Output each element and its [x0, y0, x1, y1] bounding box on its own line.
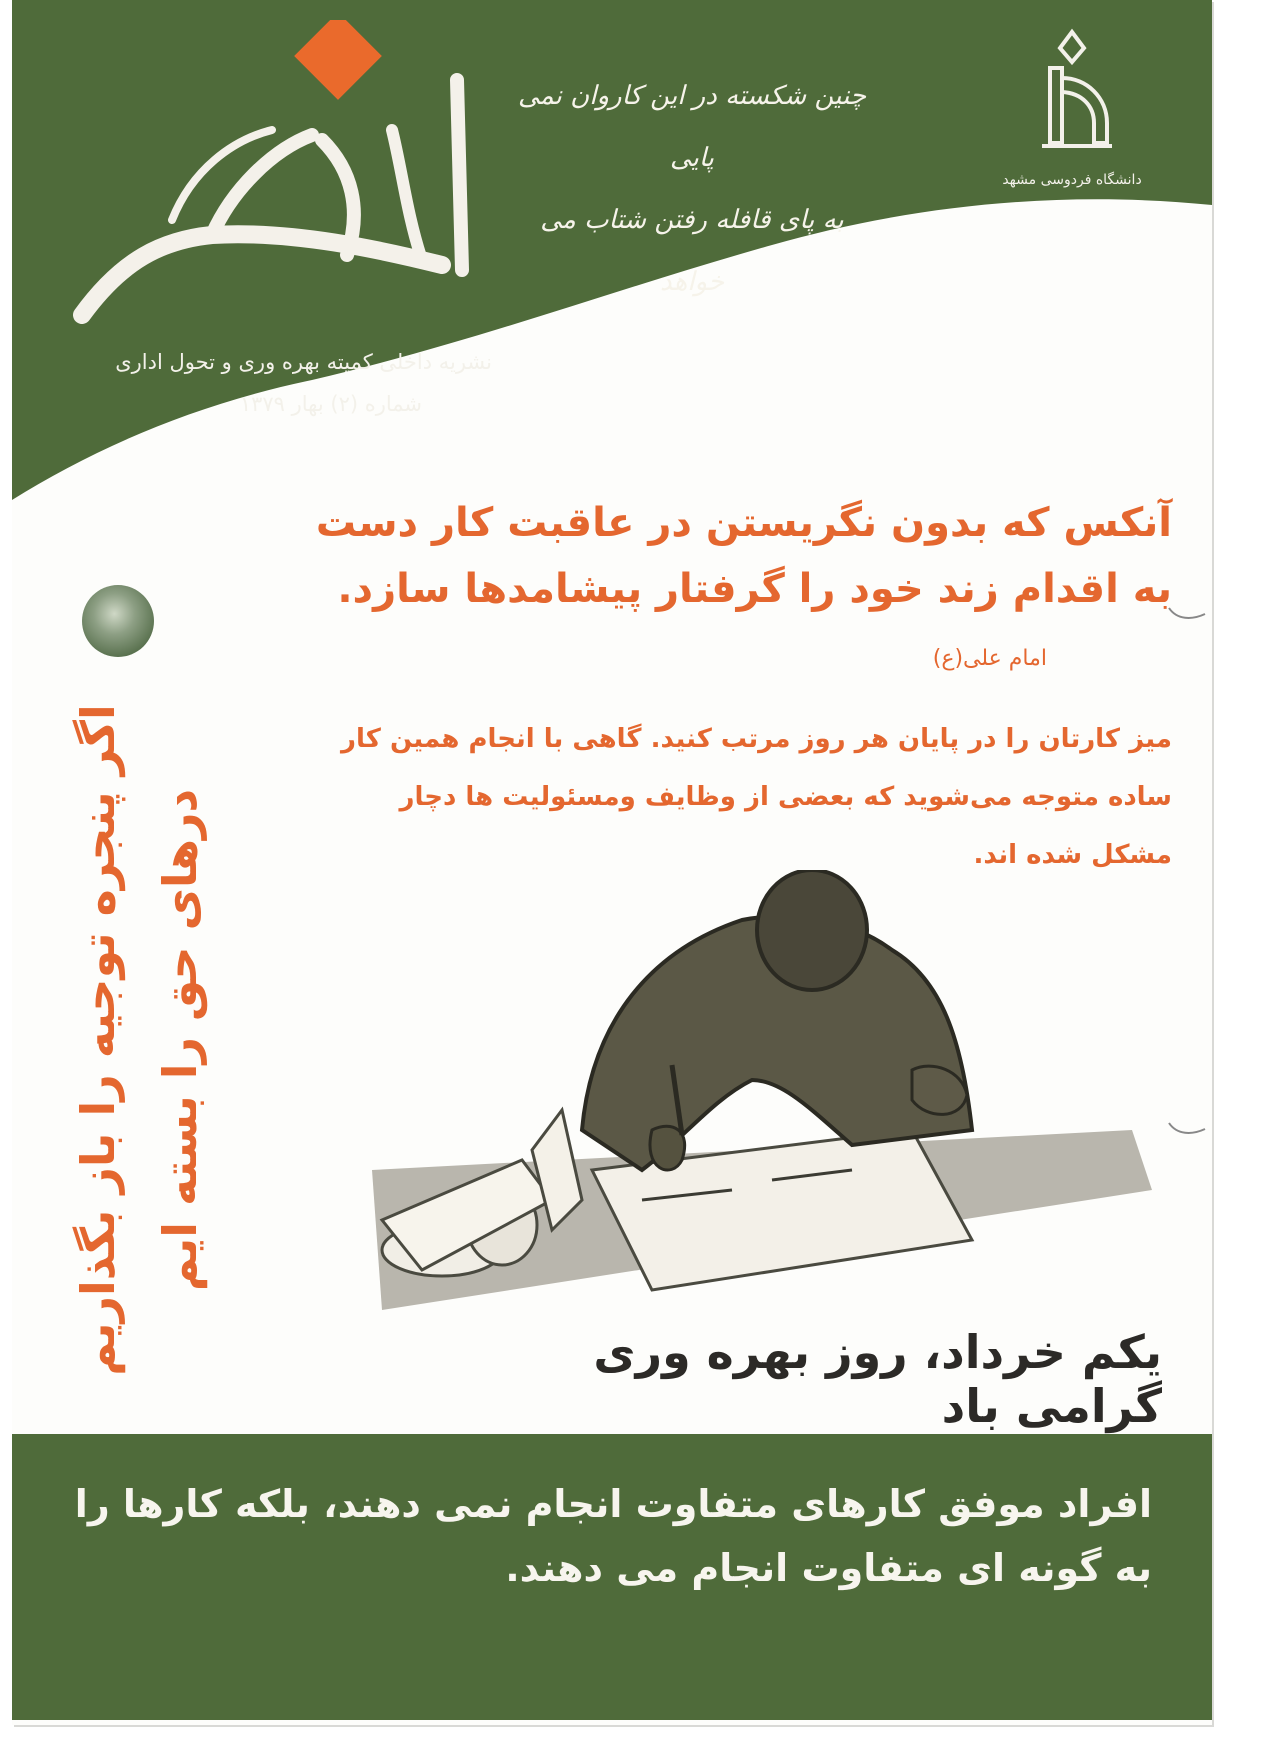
quote-text: آنکس که بدون نگریستن در عاقبت کار دست به اقدام زند خود را گرفتار پیشامدها سازد. — [315, 500, 1172, 612]
desk-tip-text: میز کارتان را در پایان هر روز مرتب کنید. گاهی با انجام همین کار ساده متوجه می‌شوید که بعضی از وظایف ومسئولیت ها دچار مشکل شده اند. — [341, 724, 1172, 870]
vertical-slogan — [57, 660, 227, 1420]
issue-number: شماره (۲) بهار ۱۳۷۹ — [239, 392, 422, 416]
university-emblem-icon — [1012, 28, 1132, 158]
poem-line-2: به پای قافله رفتن شتاب می خواهد — [540, 205, 844, 297]
newsletter-subtitle: نشریه داخلی کمیته بهره وری و تحول اداری — [115, 350, 492, 374]
productivity-day-banner: یکم خرداد، روز بهره وری گرامی باد — [593, 1325, 1162, 1433]
university-name: دانشگاه فردوسی مشهد — [1002, 172, 1142, 188]
quote-author: امام علی(ع) — [932, 646, 1047, 671]
saman-logo — [62, 20, 522, 350]
man-writing-illustration — [352, 870, 1172, 1330]
poem-line-1: چنین شکسته در این کاروان نمی پایی — [517, 81, 867, 173]
footer-quote: افراد موفق کارهای متفاوت انجام نمی دهند، بلکه کارها را به گونه ای متفاوت انجام می دهند. — [74, 1482, 1152, 1590]
bullet-orb-icon — [82, 585, 154, 657]
vertical-slogan-line-1: اگر پنجره توجیه را باز بگذاریم — [71, 704, 125, 1376]
poem-verse — [512, 65, 872, 313]
footer-band — [12, 1434, 1212, 1720]
edge-mark-icon — [1167, 600, 1207, 630]
newsletter-page — [12, 0, 1212, 1725]
edge-mark-icon — [1167, 1115, 1207, 1145]
vertical-slogan-line-2: درهای حق را بسته ایم — [153, 788, 207, 1292]
